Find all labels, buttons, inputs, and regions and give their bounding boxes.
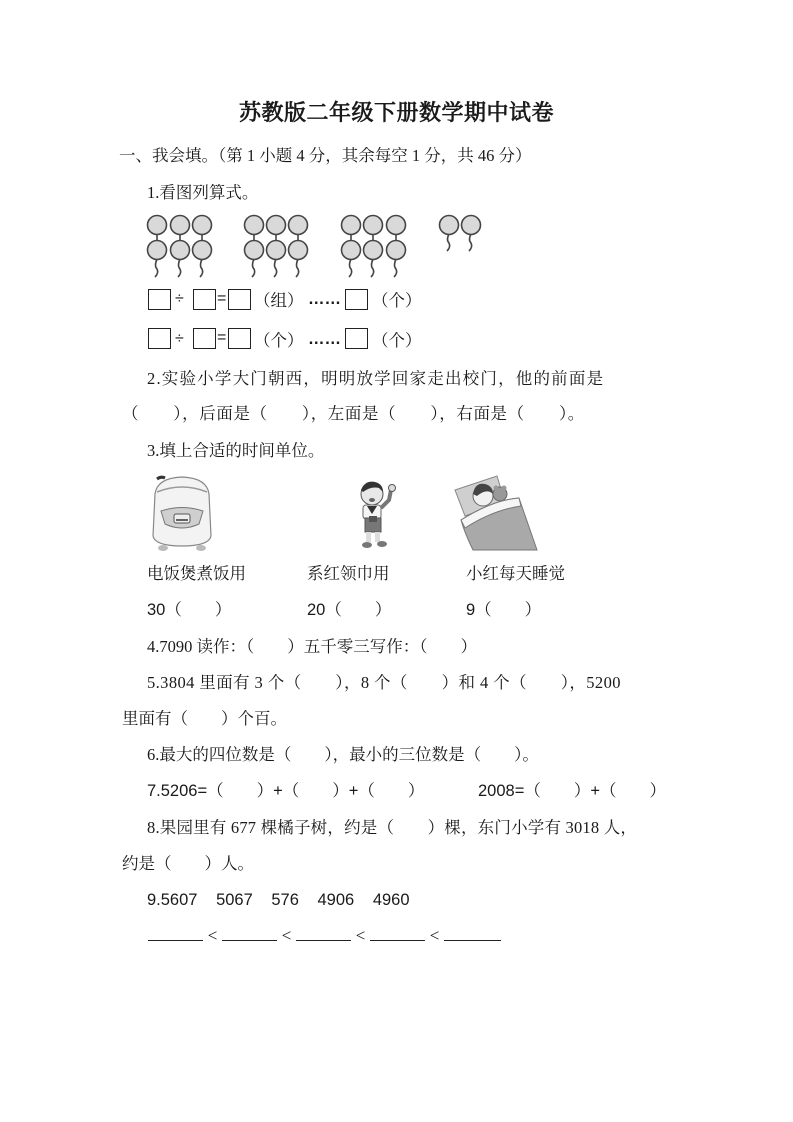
section-heading: 一、我会填。（第 1 小题 4 分，其余每空 1 分，共 46 分） <box>119 146 532 165</box>
q7-part-2: 2008=（ ）+（ ） <box>478 782 666 800</box>
unit-label: （个） <box>372 331 422 350</box>
q2-line-1: 2.实验小学大门朝西，明明放学回家走出校门，他的前面是 <box>147 369 605 388</box>
remainder-dots: …… <box>308 330 341 348</box>
q9-number: 576 <box>271 891 299 909</box>
ordering-blank[interactable] <box>148 924 203 941</box>
q5-line-2: 里面有（ ）个百。 <box>122 709 287 728</box>
q3-item-answer: 9（ ） <box>466 601 542 619</box>
ordering-blank[interactable] <box>296 924 351 941</box>
answer-box-divisor[interactable] <box>193 328 216 349</box>
q9-number: 9.5607 <box>147 891 198 909</box>
q9-number: 4906 <box>317 891 355 909</box>
less-than-sign: < <box>281 926 292 945</box>
answer-box-remainder[interactable] <box>345 289 368 310</box>
divide-sign: ÷ <box>175 330 184 347</box>
girl-sleeping-image <box>453 474 537 550</box>
q6-text: 6.最大的四位数是（ ），最小的三位数是（ ）。 <box>147 745 539 764</box>
q9-ordering-blanks <box>148 924 501 947</box>
q3-item-label: 系红领巾用 <box>307 564 390 583</box>
less-than-sign: < <box>355 926 366 945</box>
q5-line-1: 5.3804 里面有 3 个（ ），8 个（ ）和 4 个（ ），5200 <box>147 673 621 692</box>
q7-part-1: 7.5206=（ ）+（ ）+（ ） <box>147 782 425 800</box>
equals-sign: = <box>217 329 227 346</box>
answer-box-quotient[interactable] <box>228 289 251 310</box>
q1-prompt: 1.看图列算式。 <box>147 183 259 202</box>
balloon-group-4 <box>0 210 793 270</box>
q3-item-label: 小红每天睡觉 <box>466 564 565 583</box>
answer-box-dividend[interactable] <box>148 328 171 349</box>
q9-numbers <box>147 889 410 911</box>
answer-box-quotient[interactable] <box>228 328 251 349</box>
boy-with-red-scarf-image <box>355 478 401 550</box>
q9-number: 4960 <box>372 891 410 909</box>
rice-cooker-image <box>147 474 217 552</box>
ordering-blank[interactable] <box>222 924 277 941</box>
q3-item-label: 电饭煲煮饭用 <box>147 564 246 583</box>
unit-label: （个） <box>254 331 304 350</box>
q4-text: 4.7090 读作：（ ）五千零三写作：（ ） <box>147 637 477 656</box>
unit-label: （个） <box>372 291 422 310</box>
q9-number: 5067 <box>216 891 253 909</box>
less-than-sign: < <box>207 926 218 945</box>
ordering-blank[interactable] <box>370 924 425 941</box>
less-than-sign: < <box>429 926 440 945</box>
answer-box-dividend[interactable] <box>148 289 171 310</box>
q8-line-2: 约是（ ）人。 <box>122 854 254 873</box>
equals-sign: = <box>217 290 227 307</box>
q8-line-1: 8.果园里有 677 棵橘子树，约是（ ）棵，东门小学有 3018 人， <box>147 818 638 837</box>
answer-box-remainder[interactable] <box>345 328 368 349</box>
q3-item-answer: 30（ ） <box>147 601 232 619</box>
q3-prompt: 3.填上合适的时间单位。 <box>147 441 325 460</box>
q3-item-answer: 20（ ） <box>307 601 392 619</box>
page-title: 苏教版二年级下册数学期中试卷 <box>238 101 554 126</box>
ordering-blank[interactable] <box>444 924 501 941</box>
q2-line-2: （ ），后面是（ ），左面是（ ），右面是（ ）。 <box>122 404 585 423</box>
answer-box-divisor[interactable] <box>193 289 216 310</box>
remainder-dots: …… <box>308 290 341 308</box>
divide-sign: ÷ <box>175 290 184 307</box>
unit-label: （组） <box>254 291 304 310</box>
